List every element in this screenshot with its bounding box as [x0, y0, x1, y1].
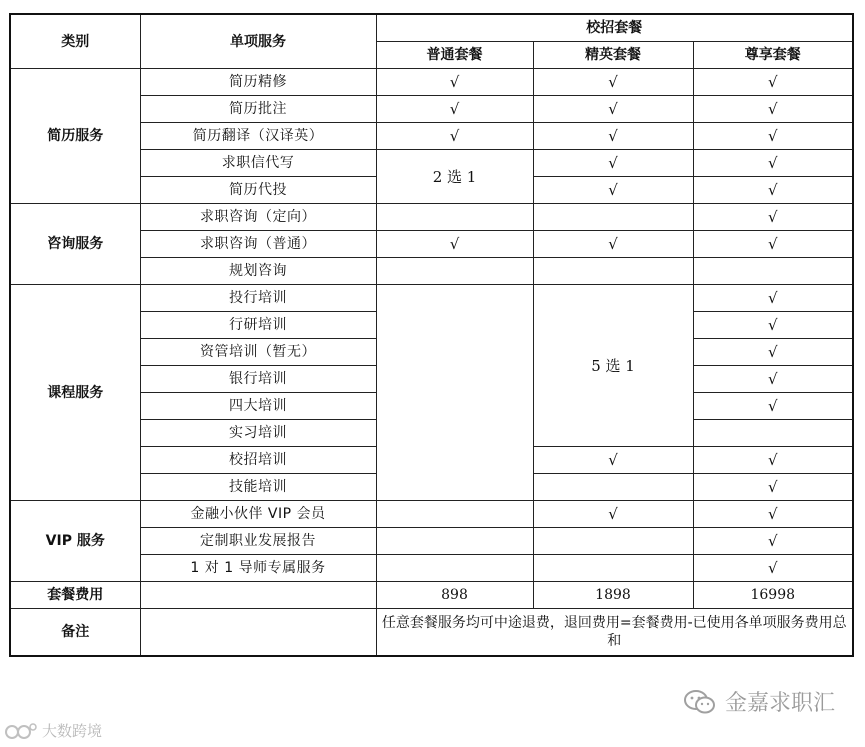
check-mark: √ [693, 447, 853, 474]
table-row [10, 204, 853, 231]
service-name: 规划咨询 [140, 258, 376, 285]
check-mark: √ [693, 204, 853, 231]
category-course: 课程服务 [10, 285, 140, 501]
category-resume: 简历服务 [10, 69, 140, 204]
empty-cell [376, 528, 533, 555]
service-name: 行研培训 [140, 312, 376, 339]
table-row [10, 285, 853, 312]
service-name: 简历批注 [140, 96, 376, 123]
service-name: 金融小伙伴 VIP 会员 [140, 501, 376, 528]
check-mark: √ [693, 69, 853, 96]
fee-label: 套餐费用 [10, 582, 140, 609]
check-mark: √ [693, 366, 853, 393]
header-elite: 精英套餐 [533, 42, 693, 69]
service-name: 求职咨询（定向） [140, 204, 376, 231]
check-mark: √ [693, 312, 853, 339]
choose-two-one: 2 选 1 [376, 150, 533, 204]
watermark-right-text: 金嘉求职汇 [724, 691, 835, 716]
empty-cell [533, 528, 693, 555]
check-mark: √ [376, 96, 533, 123]
check-mark: √ [693, 555, 853, 582]
service-name: 简历精修 [140, 69, 376, 96]
empty-cell [376, 204, 533, 231]
check-mark: √ [533, 69, 693, 96]
check-mark: √ [376, 231, 533, 258]
check-mark: √ [693, 339, 853, 366]
check-mark: √ [533, 177, 693, 204]
service-name: 求职咨询（普通） [140, 231, 376, 258]
service-name: 校招培训 [140, 447, 376, 474]
service-name: 四大培训 [140, 393, 376, 420]
service-name: 银行培训 [140, 366, 376, 393]
empty-cell [533, 555, 693, 582]
check-mark: √ [693, 150, 853, 177]
fee-elite: 1898 [533, 582, 693, 609]
empty-cell [140, 582, 376, 609]
service-name: 实习培训 [140, 420, 376, 447]
category-consult: 咨询服务 [10, 204, 140, 285]
category-vip: VIP 服务 [10, 501, 140, 582]
service-name: 资管培训（暂无） [140, 339, 376, 366]
check-mark: √ [693, 123, 853, 150]
check-mark: √ [693, 231, 853, 258]
check-mark: √ [693, 393, 853, 420]
service-name: 简历代投 [140, 177, 376, 204]
header-basic: 普通套餐 [376, 42, 533, 69]
header-premium: 尊享套餐 [693, 42, 853, 69]
choose-five-one: 5 选 1 [533, 285, 693, 447]
check-mark: √ [376, 123, 533, 150]
service-name: 1 对 1 导师专属服务 [140, 555, 376, 582]
empty-cell [140, 609, 376, 657]
check-mark: √ [533, 501, 693, 528]
service-name: 技能培训 [140, 474, 376, 501]
watermark-right [683, 686, 835, 717]
check-mark: √ [693, 285, 853, 312]
empty-cell [533, 474, 693, 501]
remark-label: 备注 [10, 609, 140, 657]
header-campus-packages: 校招套餐 [376, 14, 853, 42]
empty-cell [376, 501, 533, 528]
wechat-icon [683, 688, 717, 716]
header-category: 类别 [10, 14, 140, 69]
empty-cell [693, 258, 853, 285]
header-service: 单项服务 [140, 14, 376, 69]
fee-premium: 16998 [693, 582, 853, 609]
table-row [10, 69, 853, 96]
empty-cell [533, 204, 693, 231]
table-row [10, 501, 853, 528]
check-mark: √ [533, 447, 693, 474]
fee-basic: 898 [376, 582, 533, 609]
brand-logo-icon [4, 721, 38, 741]
check-mark: √ [693, 501, 853, 528]
check-mark: √ [533, 96, 693, 123]
service-name: 定制职业发展报告 [140, 528, 376, 555]
check-mark: √ [533, 123, 693, 150]
service-name: 求职信代写 [140, 150, 376, 177]
empty-cell [376, 555, 533, 582]
empty-cell [533, 258, 693, 285]
check-mark: √ [693, 528, 853, 555]
check-mark: √ [693, 96, 853, 123]
package-table [9, 13, 854, 657]
header-row-1 [10, 14, 853, 42]
watermark-left [4, 720, 102, 741]
empty-cell [693, 420, 853, 447]
check-mark: √ [693, 177, 853, 204]
service-name: 投行培训 [140, 285, 376, 312]
empty-cell [376, 258, 533, 285]
check-mark: √ [693, 474, 853, 501]
watermark-left-text: 大数跨境 [42, 722, 103, 740]
check-mark: √ [533, 150, 693, 177]
remark-row [10, 609, 853, 657]
fee-row [10, 582, 853, 609]
check-mark: √ [533, 231, 693, 258]
remark-text: 任意套餐服务均可中途退费，退回费用=套餐费用-已使用各单项服务费用总和 [376, 609, 853, 657]
check-mark: √ [376, 69, 533, 96]
empty-cell [376, 285, 533, 501]
service-name: 简历翻译（汉译英） [140, 123, 376, 150]
